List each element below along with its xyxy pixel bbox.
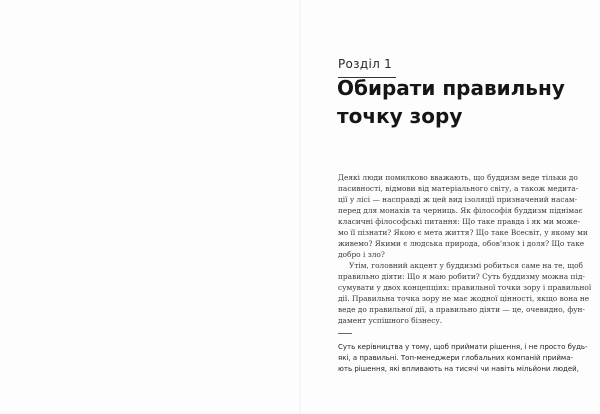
text-line: веде до правильної дії, а правильно діяти — це, очевидно, фун- — [338, 305, 585, 314]
text-line: Суть керівництва у тому, щоб приймати рішення, і не просто будь- — [338, 343, 588, 351]
page-gutter — [299, 0, 301, 414]
body-text — [338, 172, 592, 375]
text-line: ції у лісі — насправді ж цей вид ізоляції призначений насам- — [338, 195, 578, 204]
text-line: мо її пізнати? Якою є мета життя? Що таке Всесвіт, у якому ми — [338, 228, 588, 237]
chapter-title — [337, 74, 577, 130]
text-line: правильно діяти: Що я маю робити? Суть буддизму можна під- — [338, 272, 585, 281]
text-line: живемо? Якими є людська природа, обов'язок і доля? Що таке — [338, 239, 585, 248]
text-line: дії. Правильна точка зору не має жодної цінності, якщо вона не — [338, 294, 590, 303]
text-line: сумувати у двох концепціях: правильної точки зору і правильної — [338, 283, 592, 292]
text-line: ють рішення, які впливають на тисячі чи навіть мільйони людей, — [338, 365, 579, 373]
text-line: пасивності, відмови від матеріального світу, а також медита- — [338, 184, 579, 193]
chapter-title-line: точку зору — [337, 104, 463, 128]
text-line: класичні філософські питання: Що таке правда і як ми може- — [338, 217, 581, 226]
text-line: добро і зло? — [338, 250, 385, 259]
text-line: Утім, головний акцент у буддизмі робиться саме на те, щоб — [349, 261, 583, 270]
text-line: перед для монахів та черниць. Як філософія буддизм піднімає — [338, 206, 583, 215]
text-line: дамент успішного бізнесу. — [338, 316, 443, 325]
text-line: Деякі люди помилково вважають, що буддизм веде тільки до — [338, 173, 578, 182]
section-divider — [338, 333, 352, 334]
chapter-label: Розділ 1 — [338, 57, 393, 71]
text-line: які, а правильні. Топ-менеджери глобальних компаній прийма- — [338, 354, 574, 362]
chapter-title-line: Обирати правильну — [337, 76, 565, 100]
